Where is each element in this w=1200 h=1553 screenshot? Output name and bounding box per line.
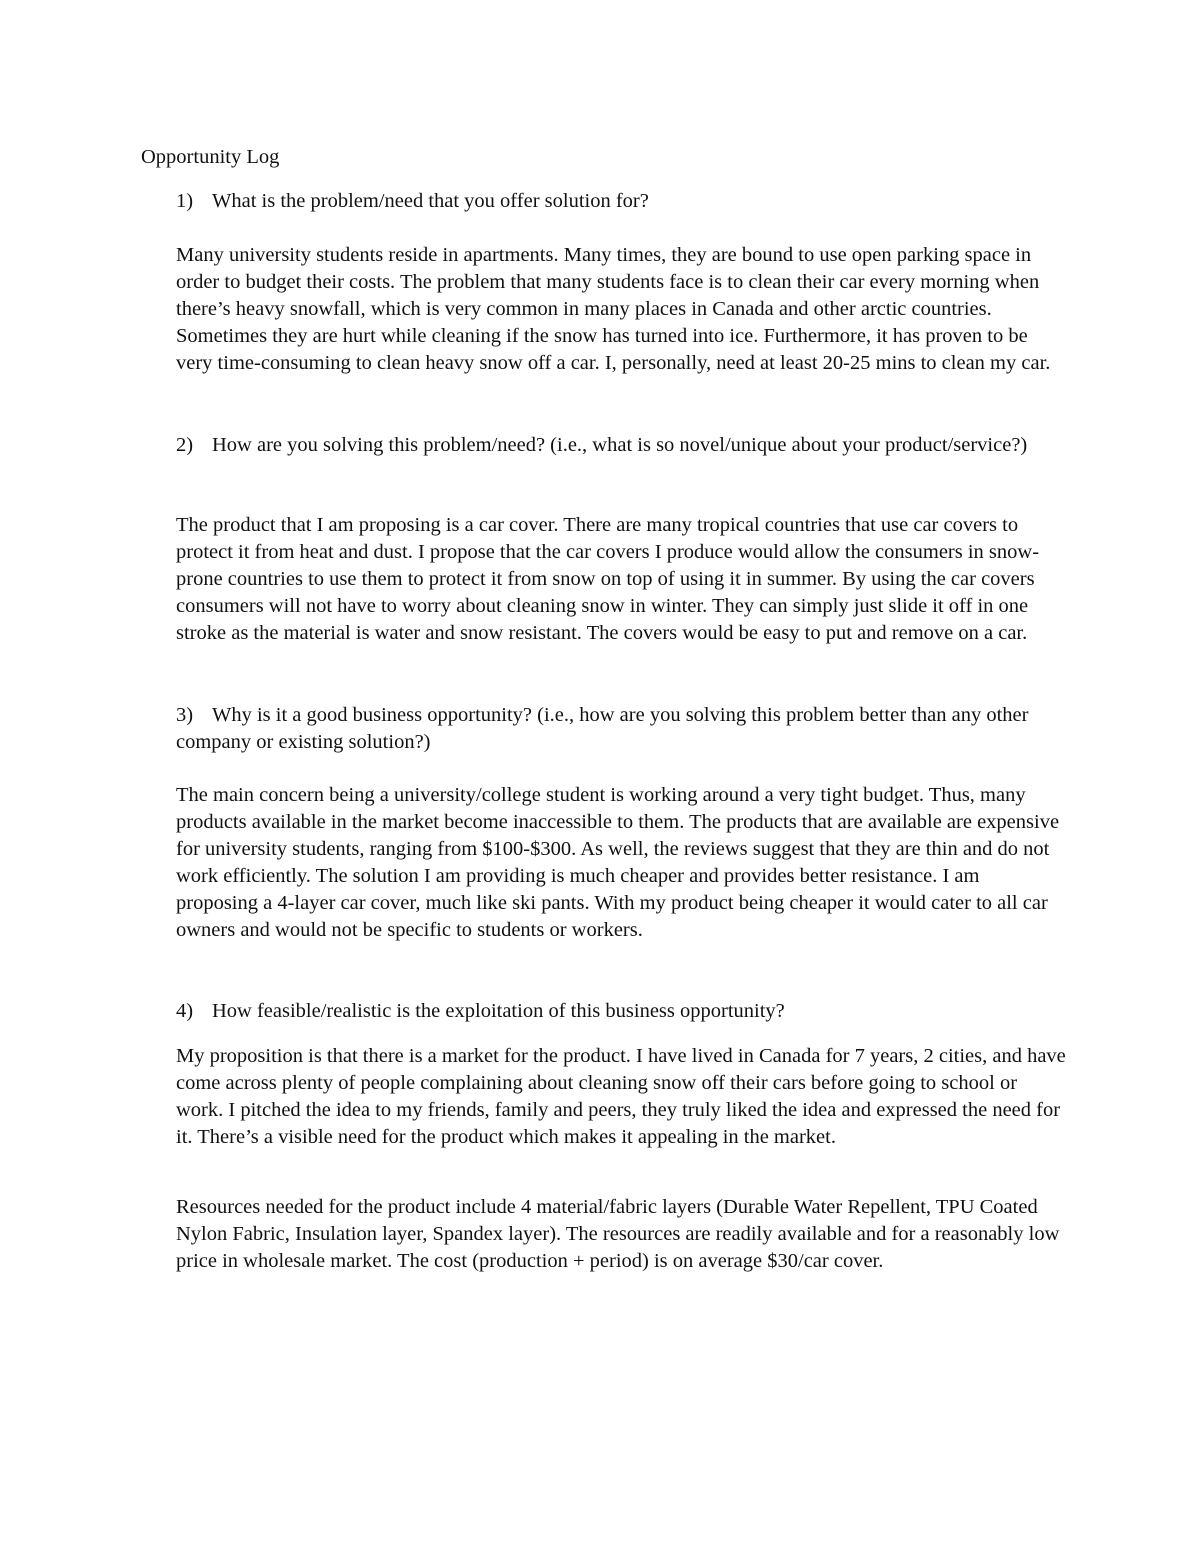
question-2	[176, 432, 1066, 459]
question-number: 3)	[176, 704, 194, 726]
question-text: How are you solving this problem/need? (i.e., what is so novel/unique about your product/service?)	[212, 434, 1028, 456]
question-4	[176, 998, 1066, 1025]
answer-4: My proposition is that there is a market for the product. I have lived in Canada for 7 years, 2 cities, and have come across plenty of people complaining about cleaning snow off their cars before going to school or work. I pitched the idea to my friends, family and peers, they truly liked the idea and expressed the need for it. There’s a visible need for the product which makes it appealing in the market.	[176, 1045, 1066, 1148]
question-1	[176, 188, 1066, 215]
question-number: 1)	[176, 190, 194, 212]
answer-2: The product that I am proposing is a car cover. There are many tropical countries that use car covers to protect it from heat and dust. I propose that the car covers I produce would allow the consumers in snow-prone countries to use them to protect it from snow on top of using it in summer. By using the car covers consumers will not have to worry about cleaning snow in winter. They can simply just slide it off in one stroke as the material is water and snow resistant. The covers would be easy to put and remove on a car.	[176, 514, 1040, 644]
answer-1: Many university students reside in apartments. Many times, they are bound to use open parking space in order to budget their costs. The problem that many students face is to clean their car every morning when there’s heavy snowfall, which is very common in many places in Canada and other arctic countries. Sometimes they are hurt while cleaning if the snow has turned into ice. Furthermore, it has proven to be very time-consuming to clean heavy snow off a car. I, personally, need at least 20-25 mins to clean my car.	[176, 244, 1051, 374]
question-number: 4)	[176, 1000, 194, 1022]
question-text: How feasible/realistic is the exploitation of this business opportunity?	[212, 1000, 785, 1022]
question-number: 2)	[176, 434, 194, 456]
question-text: What is the problem/need that you offer solution for?	[212, 190, 649, 212]
document-title: Opportunity Log	[141, 146, 280, 168]
question-text: Why is it a good business opportunity? (i.e., how are you solving this problem better than any other company or existing solution?)	[176, 704, 1029, 753]
answer-4-continued: Resources needed for the product include 4 material/fabric layers (Durable Water Repellent, TPU Coated Nylon Fabric, Insulation layer, Spandex layer). The resources are readily available and for a reasonably low price in wholesale market. The cost (production + period) is on average $30/car cover.	[176, 1196, 1060, 1272]
answer-3: The main concern being a university/college student is working around a very tight budget. Thus, many products available in the market become inaccessible to them. The products that are available are expensive for university students, ranging from $100-$300. As well, the reviews suggest that they are thin and do not work efficiently. The solution I am providing is much cheaper and provides better resistance. I am proposing a 4-layer car cover, much like ski pants. With my product being cheaper it would cater to all car owners and would not be specific to students or workers.	[176, 784, 1060, 941]
question-3	[176, 702, 1066, 756]
